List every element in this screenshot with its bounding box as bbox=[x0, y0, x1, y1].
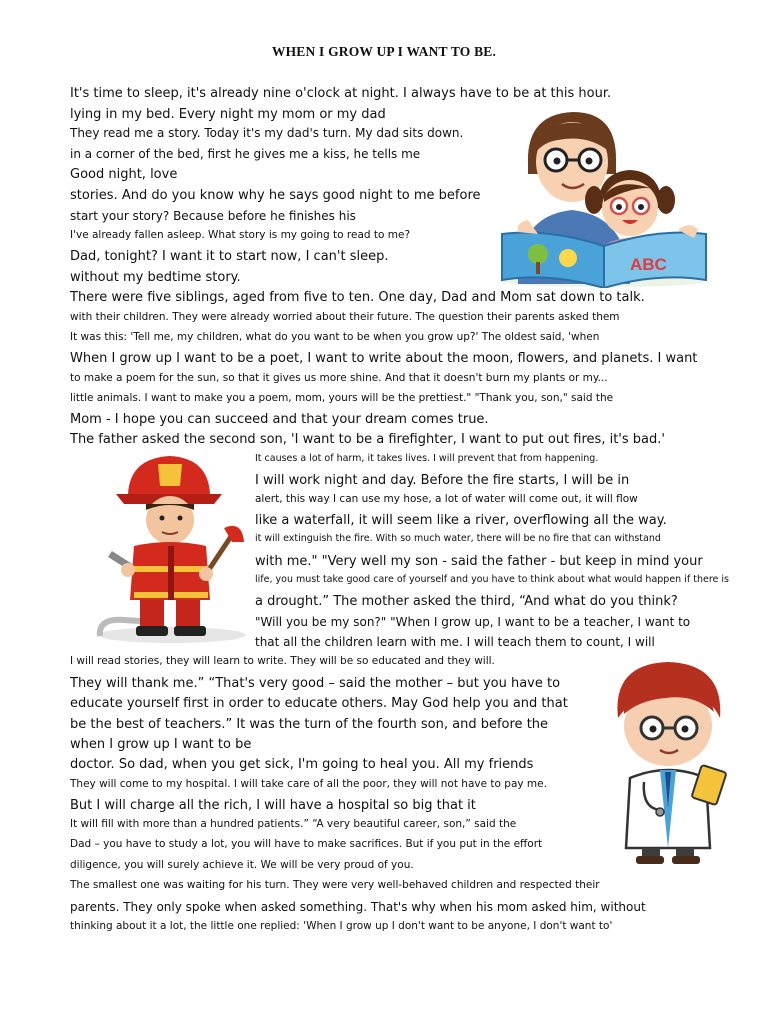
story-line-22: like a waterfall, it will seem like a river, overflowing all the way. bbox=[255, 513, 667, 528]
story-line-11: There were five siblings, aged from five to ten. One day, Dad and Mom sat down to talk. bbox=[70, 290, 645, 305]
story-line-27: "Will you be my son?" "When I grow up, I want to be a teacher, I want to bbox=[255, 615, 691, 629]
story-line-42: thinking about it a lot, the little one replied: 'When I grow up I don't want to be anyone, I don't want to' bbox=[70, 920, 613, 932]
story-line-31: educate yourself first in order to educate others. May God help you and that bbox=[70, 696, 568, 711]
doctor-illustration bbox=[604, 658, 728, 864]
story-line-26: a drought.” The mother asked the third, “And what do you think? bbox=[255, 594, 678, 609]
story-line-8: I've already fallen asleep. What story is my going to read to me? bbox=[70, 229, 411, 241]
book-letters: ABC bbox=[630, 255, 667, 274]
story-line-24: with me." "Very well my son - said the father - but keep in mind your bbox=[255, 554, 703, 569]
story-line-18: The father asked the second son, 'I want to be a firefighter, I want to put out fires, it's bad.' bbox=[70, 432, 665, 447]
story-line-39: diligence, you will surely achieve it. We will be very proud of you. bbox=[70, 859, 414, 871]
story-line-37: It will fill with more than a hundred patients.” “A very beautiful career, son,” said the bbox=[70, 818, 517, 830]
story-line-7: start your story? Because before he finishes his bbox=[70, 209, 356, 223]
story-line-38: Dad – you have to study a lot, you will have to make sacrifices. But if you put in the effort bbox=[70, 838, 543, 850]
story-line-20: I will work night and day. Before the fire starts, I will be in bbox=[255, 473, 630, 488]
story-line-19: It causes a lot of harm, it takes lives. I will prevent that from happening. bbox=[255, 453, 599, 464]
mother-child-reading-illustration bbox=[498, 104, 710, 288]
document-title: WHEN I GROW UP I WANT TO BE. bbox=[271, 44, 497, 59]
story-line-28: that all the children learn with me. I will teach them to count, I will bbox=[255, 635, 655, 649]
story-line-41: parents. They only spoke when asked something. That's why when his mom asked him, without bbox=[70, 900, 646, 914]
story-line-21: alert, this way I can use my hose, a lot of water will come out, it will flow bbox=[255, 493, 638, 505]
story-line-10: without my bedtime story. bbox=[70, 270, 241, 285]
story-line-9: Dad, tonight? I want it to start now, I can't sleep. bbox=[70, 249, 389, 264]
story-line-1: It's time to sleep, it's already nine o'clock at night. I always have to be at this hour. bbox=[70, 86, 612, 101]
story-line-23: it will extinguish the fire. With so much water, there will be no fire that can withstand bbox=[255, 533, 661, 544]
story-line-34: doctor. So dad, when you get sick, I'm going to heal you. All my friends bbox=[70, 757, 534, 772]
story-line-16: little animals. I want to make you a poem, mom, yours will be the prettiest." "Thank you, son," said the bbox=[70, 392, 614, 404]
story-line-5: Good night, love bbox=[70, 167, 178, 182]
story-line-2: lying in my bed. Every night my mom or my dad bbox=[70, 107, 386, 122]
story-line-15: to make a poem for the sun, so that it gives us more shine. And that it doesn't burn my plants or my... bbox=[70, 372, 608, 384]
story-line-13: It was this: 'Tell me, my children, what do you want to be when you grow up?' The oldest said, 'when bbox=[70, 331, 600, 343]
story-line-35: They will come to my hospital. I will take care of all the poor, they will not have to pay me. bbox=[70, 778, 547, 790]
story-line-12: with their children. They were already worried about their future. The question their parents asked them bbox=[70, 311, 620, 323]
story-line-30: They will thank me.” “That's very good – said the mother – but you have to bbox=[70, 676, 561, 691]
story-line-32: be the best of teachers.” It was the turn of the fourth son, and before the bbox=[70, 717, 549, 732]
story-line-6: stories. And do you know why he says good night to me before bbox=[70, 188, 481, 203]
story-line-36: But I will charge all the rich, I will have a hospital so big that it bbox=[70, 798, 476, 813]
story-line-33: when I grow up I want to be bbox=[70, 737, 252, 752]
story-line-4: in a corner of the bed, first he gives me a kiss, he tells me bbox=[70, 147, 421, 161]
story-line-25: life, you must take good care of yourself and you have to think about what would happen if there is bbox=[255, 574, 729, 585]
story-line-14: When I grow up I want to be a poet, I want to write about the moon, flowers, and planets. I want bbox=[70, 351, 698, 366]
story-line-3: They read me a story. Today it's my dad's turn. My dad sits down. bbox=[70, 126, 464, 140]
story-line-17: Mom - I hope you can succeed and that your dream comes true. bbox=[70, 412, 489, 427]
firefighter-illustration bbox=[96, 450, 248, 646]
story-line-29: I will read stories, they will learn to write. They will be so educated and they will. bbox=[70, 655, 495, 667]
story-line-40: The smallest one was waiting for his turn. They were very well-behaved children and respected their bbox=[70, 879, 600, 891]
